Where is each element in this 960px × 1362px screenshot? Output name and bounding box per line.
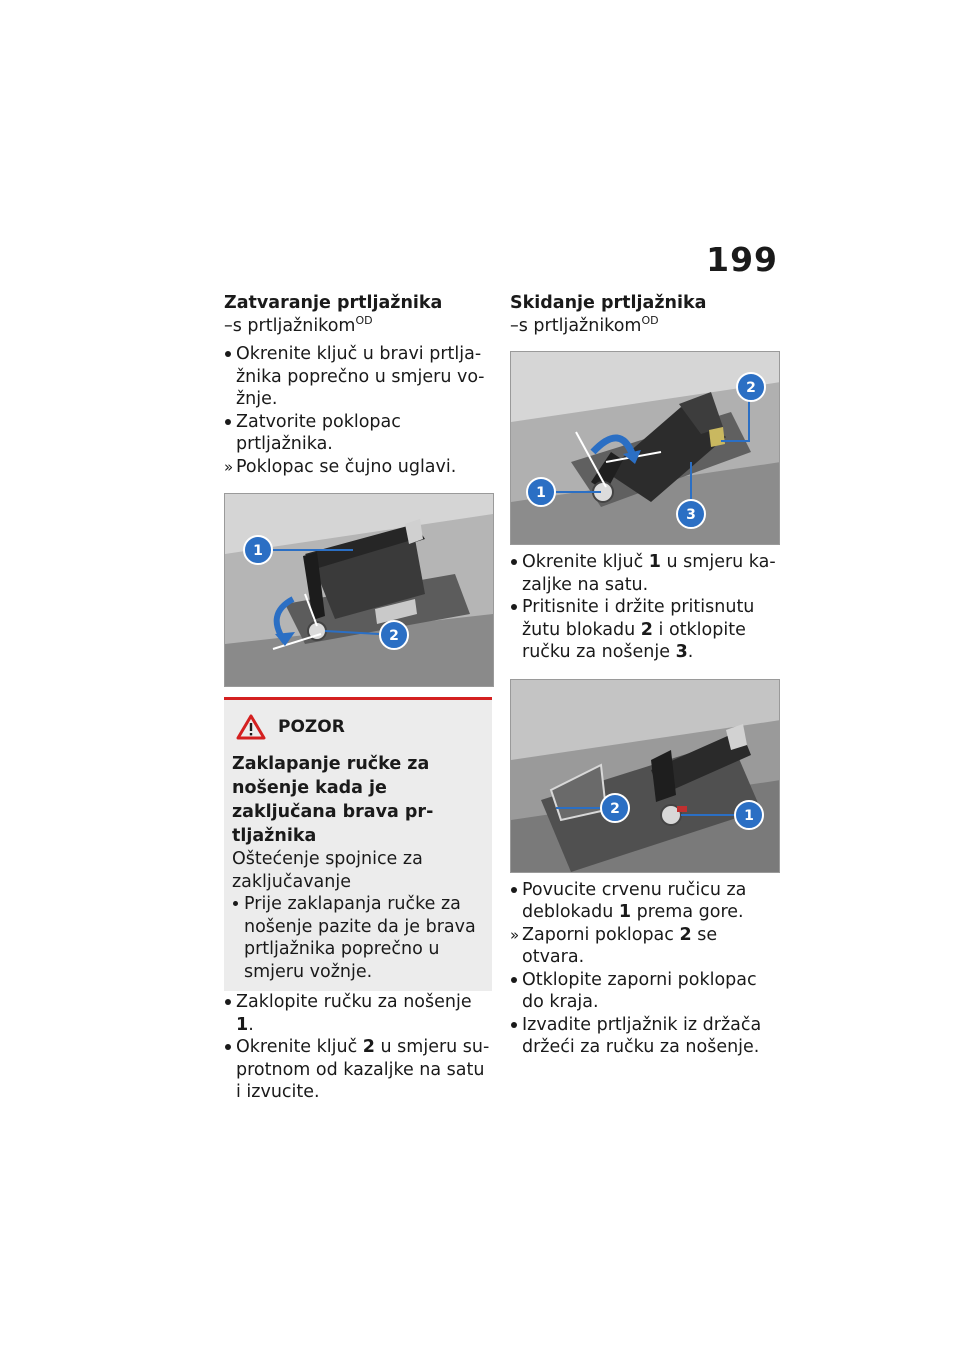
list-item: Otklopite zaporni poklopac do kraja. (510, 969, 780, 1014)
callout-1: 1 (744, 807, 754, 824)
figure-locking-cover (510, 679, 780, 873)
step-list (510, 879, 780, 1059)
callout-1: 1 (253, 543, 263, 559)
warning-text: Oštećenje spojnice za zaključavanje (232, 849, 423, 892)
list-item: Zatvorite poklopac prtljažnika. (224, 411, 492, 456)
step-list (224, 343, 492, 478)
page-number: 199 (706, 240, 778, 279)
list-item: Prije zaklapanja ručke za nošenje pazite da je brava prtljažnika poprečno u smjeru vožnje. (232, 893, 482, 983)
callout-1: 1 (536, 485, 546, 501)
list-item-result: » Zaporni poklopac 2 se otvara. (510, 924, 780, 969)
step-list (224, 991, 492, 1104)
warning-list (232, 893, 482, 983)
warning-triangle-icon (236, 714, 266, 740)
callout-3: 3 (686, 507, 696, 523)
warning-subtitle: Zaklapanje ručke za nošenje kada je zaključana brava prtljažnika (232, 754, 434, 846)
figure-unlock-handle (510, 351, 780, 545)
list-item: Okrenite ključ 2 u smjeru suprotnom od kazaljke na satu i izvucite. (224, 1036, 492, 1104)
list-item: Povucite crvenu ručicu za deblokadu 1 prema gore. (510, 879, 780, 924)
warning-header (236, 714, 482, 740)
section-heading-closing: Zatvaranje prtljažnika (224, 293, 443, 313)
section-subheading: –s prtljažnikom$^{OD}$ (510, 313, 659, 336)
callout-2: 2 (610, 800, 620, 817)
list-item: Izvadite prtljažnik iz držača držeći za ručku za nošenje. (510, 1014, 780, 1059)
option-code: OD (641, 313, 659, 327)
warning-title: POZOR (278, 716, 345, 737)
section-subheading: –s prtljažnikom$^{OD}$ (224, 313, 373, 336)
right-column (510, 292, 780, 1059)
warning-box (224, 697, 492, 991)
left-column (224, 292, 492, 1104)
callout-2: 2 (389, 628, 399, 644)
illustration (225, 494, 493, 686)
illustration (511, 680, 780, 872)
step-list (510, 551, 780, 664)
callout-2: 2 (746, 380, 756, 396)
list-item: Zaklopite ručku za nošenje 1. (224, 991, 492, 1036)
list-item: Okrenite ključ 1 u smjeru kazaljke na satu. (510, 551, 780, 596)
list-item: Pritisnite i držite pritisnutu žutu blokadu 2 i otklopite ručku za nošenje 3. (510, 596, 780, 664)
option-code: OD (355, 313, 373, 327)
illustration (511, 352, 780, 544)
list-item-result: » Poklopac se čujno uglavi. (224, 456, 492, 479)
figure-luggage-lock (224, 493, 494, 687)
section-heading-removal: Skidanje prtljažnika (510, 293, 707, 313)
list-item: Okrenite ključ u bravi prtljažnika poprečno u smjeru vožnje. (224, 343, 492, 411)
